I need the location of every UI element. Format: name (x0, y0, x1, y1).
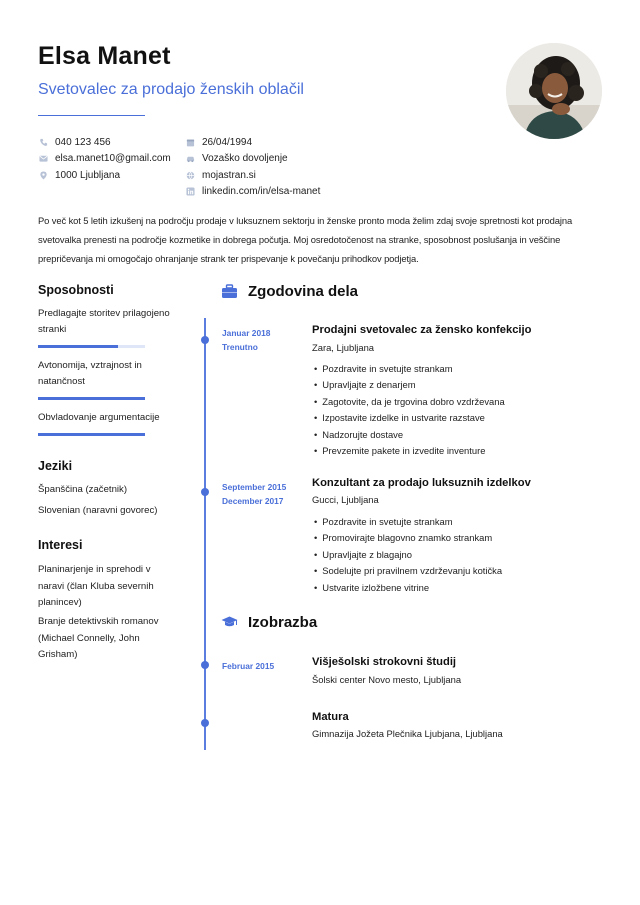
globe-icon (185, 170, 196, 181)
list-item: • Upravljajte z blagajno (314, 547, 502, 563)
job-company: Gucci, Ljubljana (312, 494, 379, 505)
interests-heading: Interesi (38, 538, 83, 552)
contact-birthdate: 26/04/1994 (185, 134, 320, 151)
education-school: Šolski center Novo mesto, Ljubljana (312, 674, 462, 685)
job-title: Prodajni svetovalec za žensko konfekcijo (312, 324, 532, 336)
contact-email: elsa.manet10@gmail.com (38, 151, 171, 168)
graduation-cap-icon (221, 615, 238, 630)
timeline-dot (201, 719, 209, 727)
profile-photo (506, 43, 602, 139)
job-title: Konzultant za prodajo luksuznih izdelkov (312, 477, 531, 489)
interest-item: Branje detektivskih romanov (Michael Connelly, John Grisham) (38, 616, 159, 660)
calendar-icon (185, 137, 196, 148)
contact-list-left (38, 134, 171, 184)
skill-item: Obvladovanje argumentacije (38, 412, 160, 423)
contact-list-right (185, 134, 320, 200)
list-item: • Zagotovite, da je trgovina dobro vzdrževana (314, 394, 505, 410)
education-school: Gimnazija Jožeta Plečnika Ljubjana, Ljubljana (312, 728, 503, 739)
education-heading: Izobrazba (248, 614, 318, 631)
contact-phone: 040 123 456 (38, 134, 171, 151)
timeline-dot (201, 488, 209, 496)
languages-heading: Jeziki (38, 459, 73, 473)
list-item: • Nadzorujte dostave (314, 427, 505, 443)
skill-bar-fill (38, 345, 118, 348)
skill-bar-fill (38, 397, 145, 400)
contact-city: 1000 Ljubljana (38, 167, 171, 184)
list-item: • Izpostavite izdelke in ustvarite razstave (314, 410, 505, 426)
linkedin-icon (185, 186, 196, 197)
skill-item: Predlagajte storitev prilagojeno stranki (38, 308, 170, 335)
header-divider (38, 115, 145, 116)
list-item: • Prevzemite pakete in izvedite inventure (314, 443, 505, 459)
job-company: Zara, Ljubljana (312, 342, 375, 353)
job-dates: September 2015 December 2017 (222, 482, 287, 506)
timeline-line (204, 318, 206, 750)
job-tasks (314, 514, 502, 596)
list-item: • Pozdravite in svetujte strankam (314, 361, 505, 377)
car-icon (185, 153, 196, 164)
education-title: Višješolski strokovni študij (312, 656, 457, 668)
interest-item: Planinarjenje in sprehodi v naravi (član Kluba severnih planincev) (38, 564, 154, 608)
skill-bar (38, 433, 145, 436)
education-date: Februar 2015 (222, 661, 275, 671)
list-item: • Upravljajte z denarjem (314, 377, 505, 393)
skill-item: Avtonomija, vztrajnost in natančnost (38, 360, 142, 387)
contact-website[interactable]: mojastran.si (185, 167, 320, 184)
timeline-dot (201, 336, 209, 344)
email-icon (38, 153, 49, 164)
briefcase-icon (221, 284, 238, 299)
timeline-dot (201, 661, 209, 669)
location-pin-icon (38, 170, 49, 181)
language-item: Slovenian (naravni govorec) (38, 505, 158, 516)
list-item: • Sodelujte pri pravilnem vzdrževanju kotička (314, 563, 502, 579)
skill-bar (38, 397, 145, 400)
job-role: Svetovalec za prodajo ženskih oblačil (38, 81, 304, 98)
work-history-heading: Zgodovina dela (248, 283, 359, 300)
list-item: • Ustvarite izložbene vitrine (314, 580, 502, 596)
candidate-name: Elsa Manet (38, 42, 171, 70)
language-item: Španščina (začetnik) (38, 484, 128, 495)
contact-license: Vozaško dovoljenje (185, 151, 320, 168)
job-tasks (314, 361, 505, 459)
skills-heading: Sposobnosti (38, 283, 114, 297)
list-item: • Promovirajte blagovno znamko strankam (314, 530, 502, 546)
job-dates: Januar 2018 Trenutno (222, 328, 271, 352)
profile-summary: Po več kot 5 letih izkušenj na področju prodaje v luksuznem sektorju in ženske pronto moda želim zdaj svoje spretnosti kot prodajna svetovalka prenesti na področje kozmetike in dobrega počutja. Moj osredotočenost na stranke, sposobnost poslušanja in veščine prepričevanja mi omogočajo ohranjanje strank ter prispevanje k povečanju prihodkov podjetja. (38, 215, 573, 264)
education-title: Matura (312, 711, 349, 723)
contact-linkedin[interactable]: linkedin.com/in/elsa-manet (185, 184, 320, 201)
skill-bar-fill (38, 433, 145, 436)
list-item: • Pozdravite in svetujte strankam (314, 514, 502, 530)
skill-bar (38, 345, 145, 348)
phone-icon (38, 137, 49, 148)
